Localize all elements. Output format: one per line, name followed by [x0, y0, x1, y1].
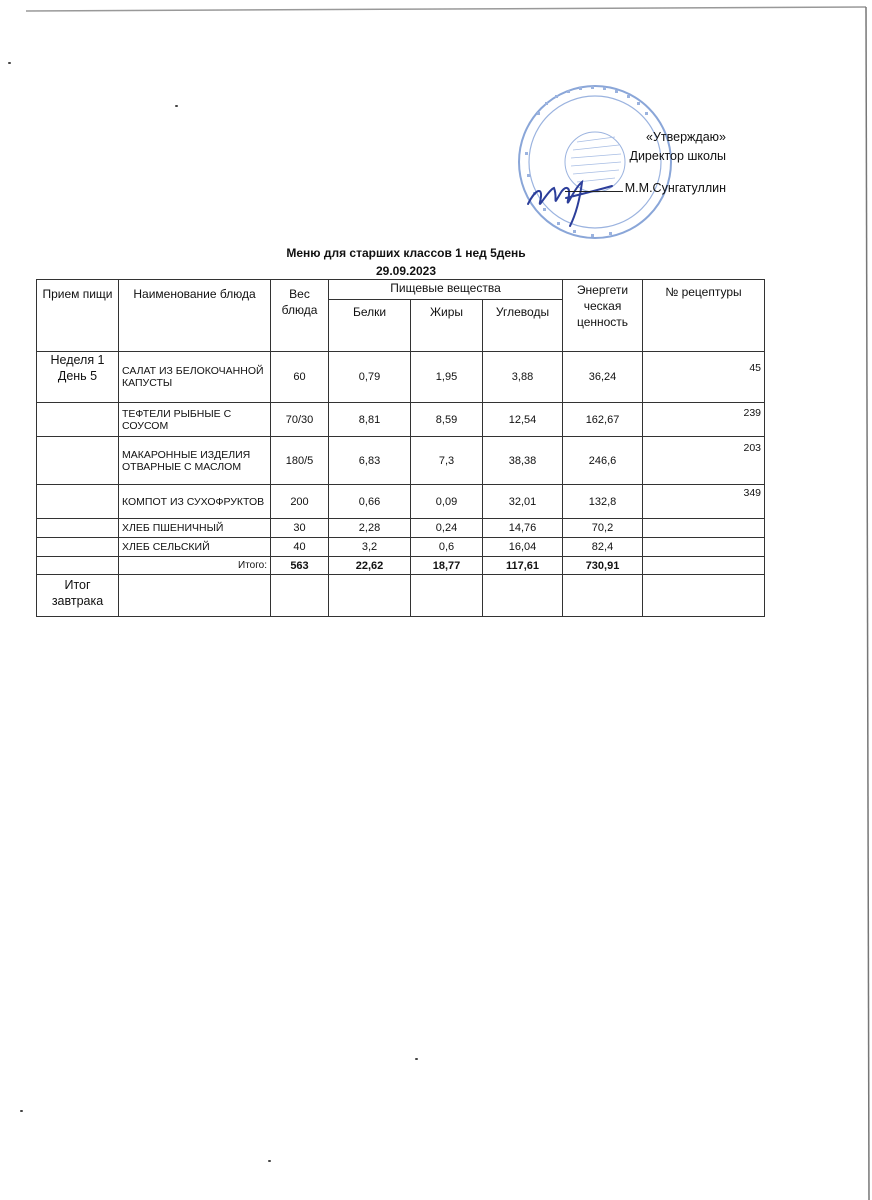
summary-cell: [563, 575, 643, 617]
total-recipe-empty: [643, 557, 765, 575]
summary-row: [37, 575, 765, 617]
summary-cell: [483, 575, 563, 617]
summary-cell: [411, 575, 483, 617]
summary-cell: [329, 575, 411, 617]
dish-weight: 40: [271, 538, 329, 557]
dish-energy: 246,6: [563, 437, 643, 485]
dish-recipe: 203: [643, 437, 765, 485]
total-energy: 730,91: [563, 557, 643, 575]
total-protein: 22,62: [329, 557, 411, 575]
scan-speck: [20, 1110, 23, 1112]
dish-name: ХЛЕБ СЕЛЬСКИЙ: [119, 538, 271, 557]
header-fat: Жиры: [411, 300, 483, 352]
total-carbs: 117,61: [483, 557, 563, 575]
dish-carbs: 14,76: [483, 519, 563, 538]
dish-energy: 132,8: [563, 485, 643, 519]
director-name: М.М.Сунгатуллин: [624, 181, 726, 195]
header-energy: Энергети ческая ценность: [563, 280, 643, 352]
header-row-1: [37, 280, 765, 300]
approval-position: Директор школы: [629, 149, 726, 163]
dish-recipe: 45: [643, 352, 765, 403]
dish-name: ХЛЕБ ПШЕНИЧНЫЙ: [119, 519, 271, 538]
meal-cell-empty: [37, 538, 119, 557]
dish-fat: 1,95: [411, 352, 483, 403]
dish-protein: 0,66: [329, 485, 411, 519]
dish-weight: 60: [271, 352, 329, 403]
signature-underline: [565, 179, 623, 192]
dish-protein: 0,79: [329, 352, 411, 403]
dish-recipe: 349: [643, 485, 765, 519]
dish-energy: 162,67: [563, 403, 643, 437]
scan-speck: [8, 62, 11, 64]
summary-cell: [271, 575, 329, 617]
header-recipe: № рецептуры: [643, 280, 765, 352]
dish-weight: 180/5: [271, 437, 329, 485]
dish-energy: 36,24: [563, 352, 643, 403]
dish-fat: 8,59: [411, 403, 483, 437]
approval-signature-line: [565, 179, 726, 198]
menu-table: [36, 279, 765, 617]
table-row: [37, 538, 765, 557]
header-weight: Вес блюда: [271, 280, 329, 352]
dish-fat: 0,09: [411, 485, 483, 519]
scan-speck: [175, 105, 178, 107]
dish-recipe: [643, 519, 765, 538]
dish-carbs: 12,54: [483, 403, 563, 437]
dish-carbs: 3,88: [483, 352, 563, 403]
dish-protein: 8,81: [329, 403, 411, 437]
header-nutrients: Пищевые вещества: [329, 280, 563, 300]
total-label: Итого:: [119, 557, 271, 575]
dish-fat: 0,24: [411, 519, 483, 538]
dish-carbs: 38,38: [483, 437, 563, 485]
dish-name: МАКАРОННЫЕ ИЗДЕЛИЯ ОТВАРНЫЕ С МАСЛОМ: [119, 437, 271, 485]
table-row: [37, 352, 765, 403]
dish-recipe: [643, 538, 765, 557]
dish-carbs: 32,01: [483, 485, 563, 519]
total-row: [37, 557, 765, 575]
dish-energy: 82,4: [563, 538, 643, 557]
dish-name: ТЕФТЕЛИ РЫБНЫЕ С СОУСОМ: [119, 403, 271, 437]
meal-cell-empty: [37, 403, 119, 437]
dish-fat: 7,3: [411, 437, 483, 485]
summary-cell: [119, 575, 271, 617]
dish-protein: 2,28: [329, 519, 411, 538]
header-carbs: Углеводы: [483, 300, 563, 352]
dish-energy: 70,2: [563, 519, 643, 538]
dish-protein: 6,83: [329, 437, 411, 485]
approval-heading: «Утверждаю»: [646, 130, 726, 144]
table-row: [37, 403, 765, 437]
dish-recipe: 239: [643, 403, 765, 437]
dish-fat: 0,6: [411, 538, 483, 557]
scan-speck: [268, 1160, 271, 1162]
meal-label: Неделя 1 День 5: [37, 352, 119, 403]
menu-title: Меню для старших классов 1 нед 5день: [286, 246, 526, 260]
dish-carbs: 16,04: [483, 538, 563, 557]
dish-name: САЛАТ ИЗ БЕЛОКОЧАННОЙ КАПУСТЫ: [119, 352, 271, 403]
meal-cell-empty: [37, 437, 119, 485]
summary-label: Итог завтрака: [37, 575, 119, 617]
approval-block: [565, 128, 726, 198]
table-row: [37, 485, 765, 519]
table-row: [37, 437, 765, 485]
dish-weight: 70/30: [271, 403, 329, 437]
dish-protein: 3,2: [329, 538, 411, 557]
total-weight: 563: [271, 557, 329, 575]
meal-cell-empty: [37, 557, 119, 575]
header-protein: Белки: [329, 300, 411, 352]
dish-weight: 200: [271, 485, 329, 519]
menu-date: 29.09.2023: [375, 264, 437, 278]
header-dish: Наименование блюда: [119, 280, 271, 352]
scan-speck: [415, 1058, 418, 1060]
summary-cell: [643, 575, 765, 617]
total-fat: 18,77: [411, 557, 483, 575]
dish-weight: 30: [271, 519, 329, 538]
dish-name: КОМПОТ ИЗ СУХОФРУКТОВ: [119, 485, 271, 519]
table-row: [37, 519, 765, 538]
meal-cell-empty: [37, 519, 119, 538]
meal-cell-empty: [37, 485, 119, 519]
header-meal: Прием пищи: [37, 280, 119, 352]
